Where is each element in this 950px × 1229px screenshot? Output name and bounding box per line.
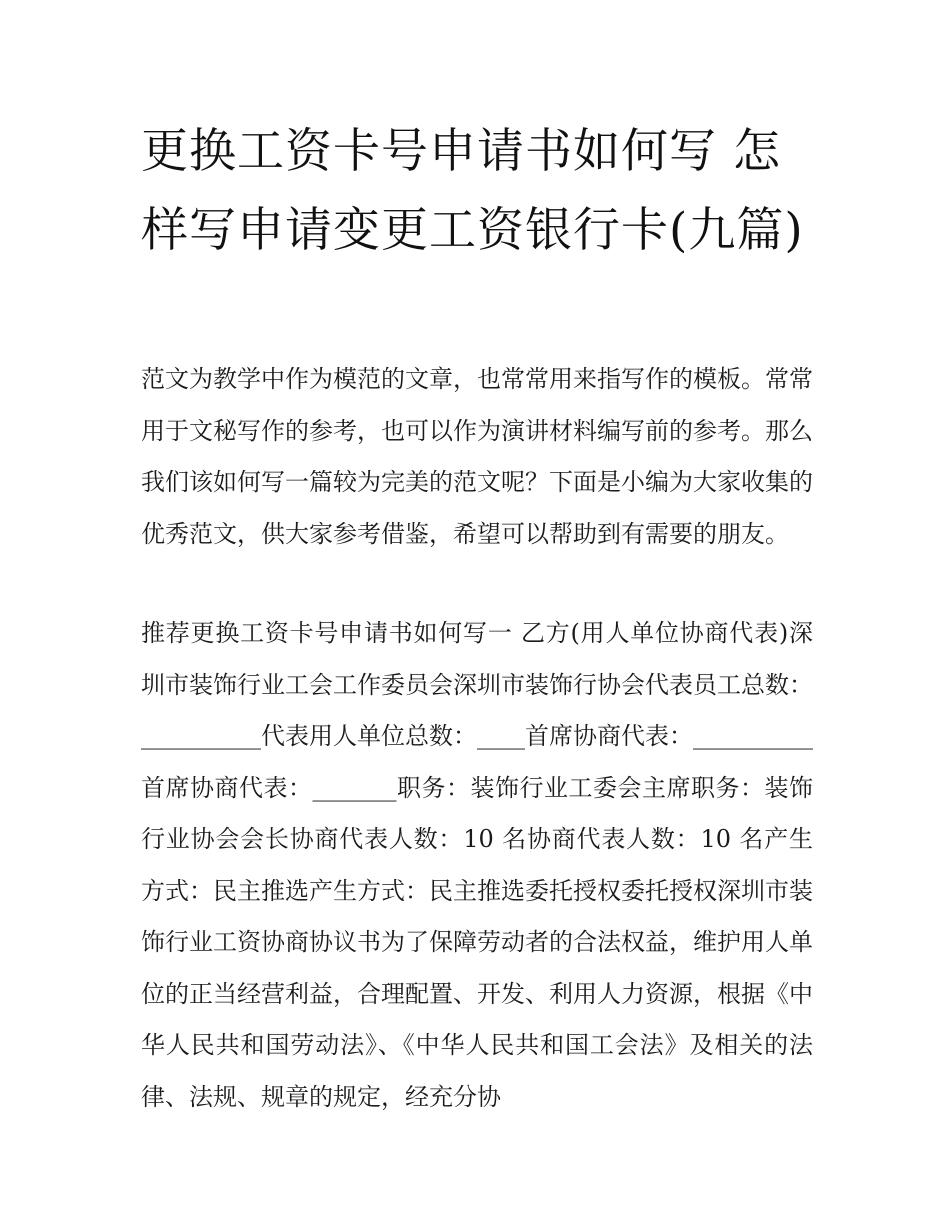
agreement-paragraph: 推荐更换工资卡号申请书如何写一 乙方(用人单位协商代表)深圳市装饰行业工会工作委员会深圳市装饰行协会代表员工总数：__________代表用人单位总数：____首席协商代表：__________首席协商代表：_______职务：装饰行业工委会主席职务：装饰行业协会会长协商代表人数：10 名协商代表人数：10 名产生方式：民主推选产生方式：民主推选委托授权委托授权深圳市装饰行业工资协商协议书为了保障劳动者的合法权益，维护用人单位的正当经营利益，合理配置、开发、利用人力资源，根据《中华人民共和国劳动法》、《中华人民共和国工会法》及相关的法律、法规、规章的规定，经充分协 — [141, 619, 813, 1111]
intro-paragraph: 范文为教学中作为模范的文章，也常常用来指写作的模板。常常用于文秘写作的参考，也可以作为演讲材料编写前的参考。那么我们该如何写一篇较为完美的范文呢？下面是小编为大家收集的优秀范文，供大家参考借鉴，希望可以帮助到有需要的朋友。 — [141, 365, 813, 548]
document-title: 更换工资卡号申请书如何写 怎样写申请变更工资银行卡(九篇) — [141, 124, 804, 258]
